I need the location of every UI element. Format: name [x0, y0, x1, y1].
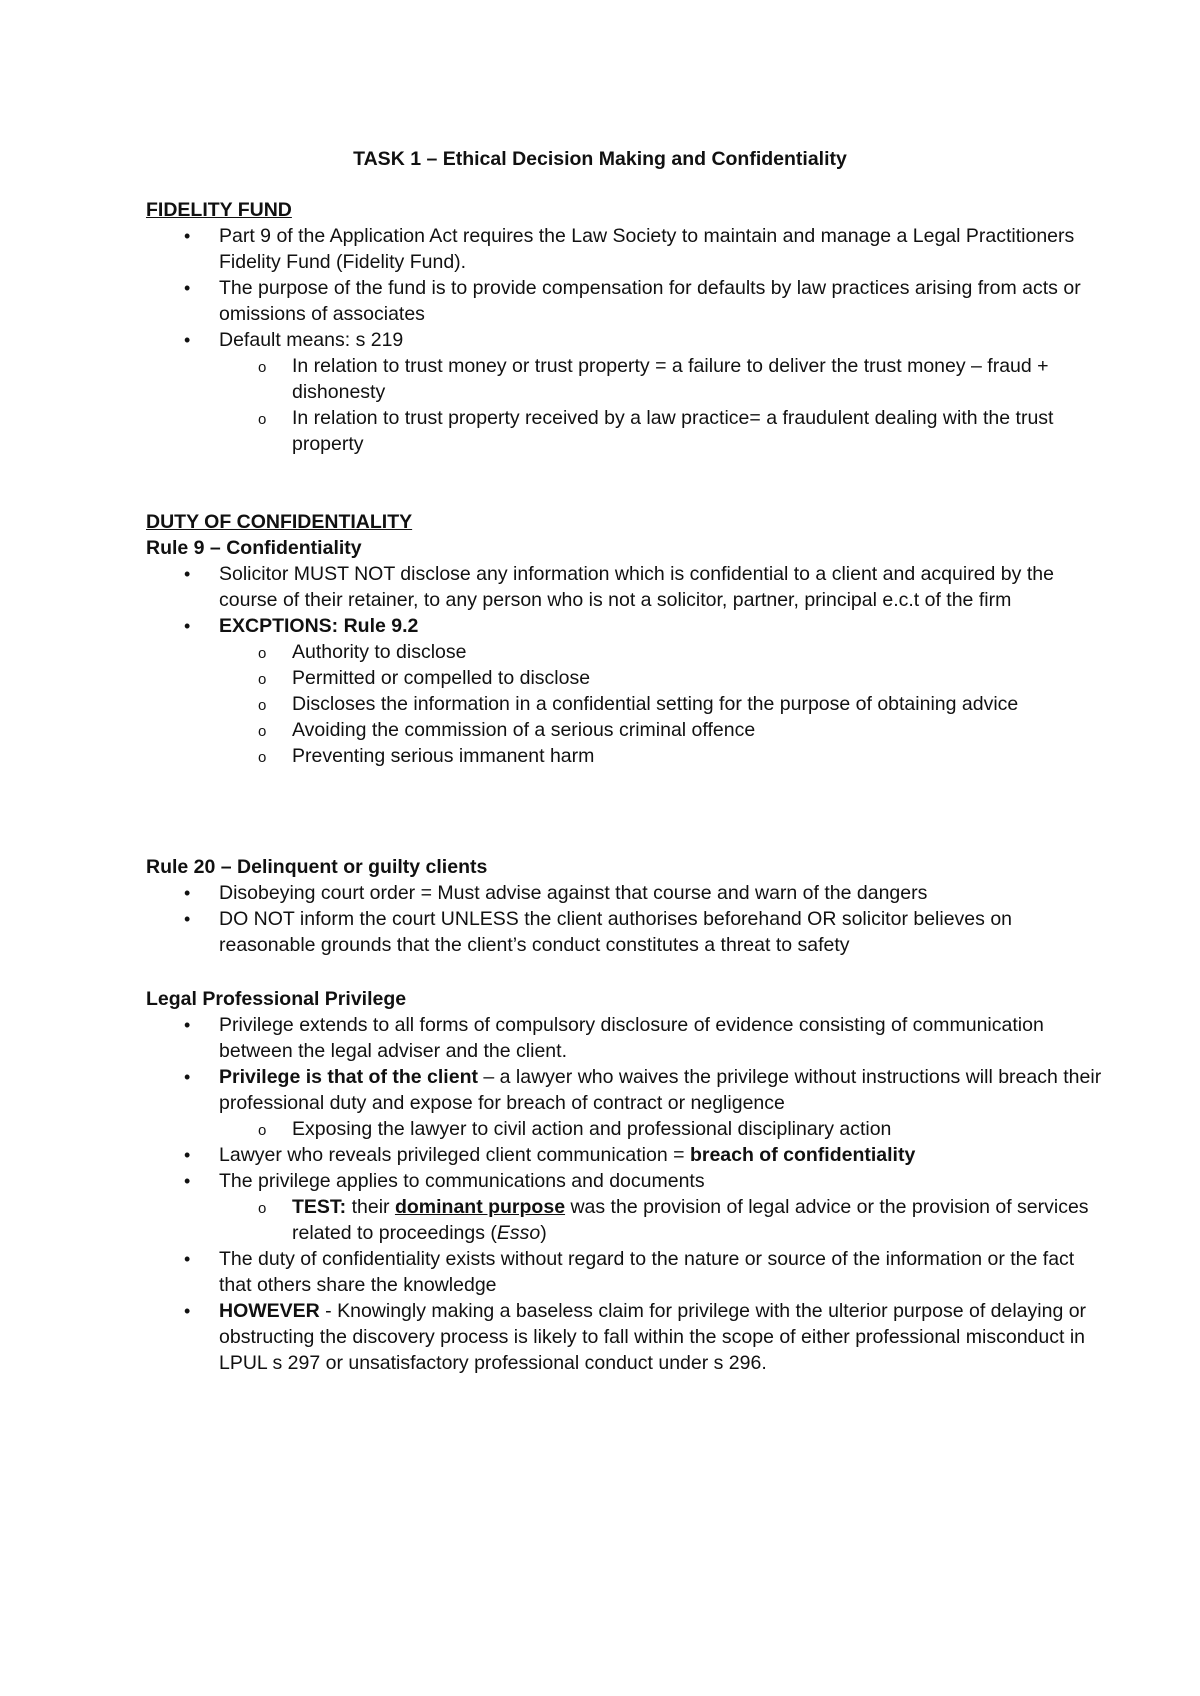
- rule9-list: [146, 561, 1106, 769]
- sub-list-item: [146, 1116, 1106, 1142]
- exceptions-sublist: [146, 639, 1106, 769]
- list-item: [146, 1064, 1106, 1142]
- list-item: [146, 1168, 1106, 1246]
- list-item-text: The duty of confidentiality exists without regard to the nature or source of the information or the fact that others share the knowledge: [219, 1248, 1075, 1296]
- list-item: [146, 327, 1106, 457]
- case-name: Esso: [496, 1222, 541, 1244]
- confidentiality-section: [146, 509, 1106, 769]
- list-item-text: Privilege extends to all forms of compulsory disclosure of evidence consisting of communication between the legal adviser and the client.: [219, 1014, 1044, 1062]
- sub-list-item: [146, 665, 1106, 691]
- list-item: [146, 613, 1106, 769]
- list-item: [146, 1142, 1106, 1168]
- list-item: [146, 223, 1106, 275]
- rule20-heading: Rule 20 – Delinquent or guilty clients: [146, 856, 488, 878]
- list-item-text: The purpose of the fund is to provide compensation for defaults by law practices arising from acts or omissions of associates: [219, 277, 1081, 325]
- confidentiality-heading: DUTY OF CONFIDENTIALITY: [146, 511, 413, 533]
- sub-list-item-text: ): [540, 1222, 547, 1244]
- sub-list-item: [146, 743, 1106, 769]
- list-item-text: Default means: s 219: [219, 329, 404, 351]
- sub-list-item: [146, 353, 1106, 405]
- sub-list-item: [146, 717, 1106, 743]
- default-sublist: [146, 353, 1106, 457]
- list-item: [146, 1298, 1106, 1376]
- lpp-section: [146, 986, 1106, 1376]
- rule9-heading: Rule 9 – Confidentiality: [146, 537, 362, 559]
- fidelity-fund-section: [146, 197, 1106, 457]
- lpp-list: [146, 1012, 1106, 1376]
- list-item-text: Disobeying court order = Must advise against that course and warn of the dangers: [219, 882, 928, 904]
- sub-list-item: [146, 405, 1106, 457]
- lpp-heading: Legal Professional Privilege: [146, 988, 407, 1010]
- list-item: [146, 275, 1106, 327]
- sub-list-item-text: Authority to disclose: [292, 641, 467, 663]
- sub-list-item: [146, 639, 1106, 665]
- list-item-bold: Privilege is that of the client: [219, 1066, 478, 1088]
- list-item: [146, 906, 1106, 958]
- list-item-bold: HOWEVER: [219, 1300, 320, 1322]
- list-item: [146, 1246, 1106, 1298]
- document-title: TASK 1 – Ethical Decision Making and Confidentiality: [353, 148, 847, 170]
- fidelity-fund-list: [146, 223, 1106, 457]
- sub-list-item-text: Discloses the information in a confidential setting for the purpose of obtaining advice: [292, 693, 1019, 715]
- sub-list-item: [146, 1194, 1106, 1246]
- sub-list-item-text: Avoiding the commission of a serious criminal offence: [292, 719, 756, 741]
- sub-list-item-text: In relation to trust money or trust property = a failure to deliver the trust money – fraud + dishonesty: [292, 355, 1049, 403]
- sub-list-item-text: their: [346, 1196, 395, 1218]
- list-item-text: – a lawyer who waives the privilege without instructions will breach their professional duty and expose for breach of contract or negligence: [219, 1066, 1102, 1114]
- test-label: TEST:: [292, 1196, 347, 1218]
- exceptions-label: EXCPTIONS: Rule 9.2: [219, 615, 419, 637]
- list-item-text: Solicitor MUST NOT disclose any information which is confidential to a client and acquired by the course of their retainer, to any person who is not a solicitor, partner, principal e.c.t of the firm: [219, 563, 1054, 611]
- list-item-text: The privilege applies to communications and documents: [219, 1170, 705, 1192]
- sub-list-item-text: Permitted or compelled to disclose: [292, 667, 591, 689]
- list-item-text: Part 9 of the Application Act requires the Law Society to maintain and manage a Legal Practitioners Fidelity Fund (Fidelity Fund).: [219, 225, 1075, 273]
- list-item: [146, 880, 1106, 906]
- sub-list-item-text: Preventing serious immanent harm: [292, 745, 595, 767]
- test-sublist: [146, 1194, 1106, 1246]
- rule20-section: [146, 854, 1106, 958]
- list-item-text: DO NOT inform the court UNLESS the client authorises beforehand OR solicitor believes on reasonable grounds that the client’s conduct constitutes a threat to safety: [219, 908, 1013, 956]
- rule20-list: [146, 880, 1106, 958]
- list-item-text: - Knowingly making a baseless claim for privilege with the ulterior purpose of delaying or obstructing the discovery process is likely to fall within the scope of either professional misconduct in LPUL s 297 or unsatisfactory professional conduct under s 296.: [219, 1300, 1087, 1374]
- lpp-sublist: [146, 1116, 1106, 1142]
- sub-list-item-text: Exposing the lawyer to civil action and professional disciplinary action: [292, 1118, 892, 1140]
- list-item-bold: breach of confidentiality: [689, 1144, 916, 1166]
- fidelity-fund-heading: FIDELITY FUND: [146, 199, 292, 221]
- list-item-text: Lawyer who reveals privileged client communication =: [219, 1144, 690, 1166]
- list-item: [146, 1012, 1106, 1064]
- sub-list-item-text: was the provision of legal advice or the provision of services related to proceedings (: [292, 1196, 1089, 1244]
- dominant-purpose-term: dominant purpose: [394, 1196, 566, 1218]
- sub-list-item-text: In relation to trust property received by a law practice= a fraudulent dealing with the trust property: [292, 407, 1054, 455]
- list-item: [146, 561, 1106, 613]
- sub-list-item: [146, 691, 1106, 717]
